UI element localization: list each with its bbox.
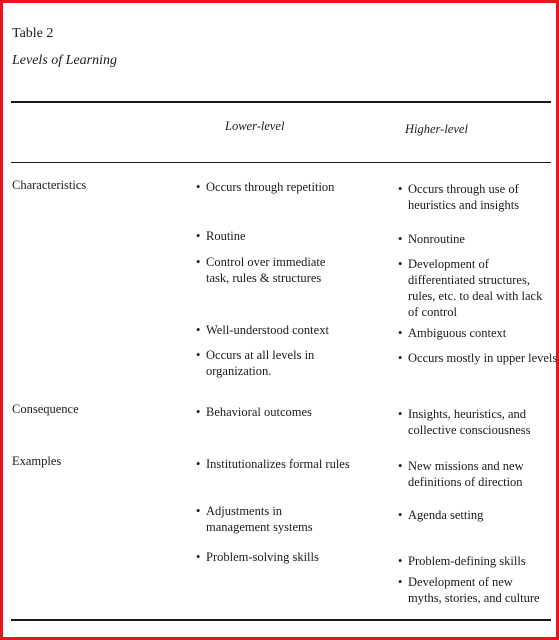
row-label-characteristics: Characteristics: [12, 178, 87, 192]
list-item: • Problem-solving skills: [196, 549, 346, 565]
row-label-examples: Examples: [12, 454, 62, 468]
bottom-rule: [11, 619, 551, 621]
list-item: • Occurs through repetition: [196, 179, 346, 195]
list-item: • Occurs mostly in upper levels: [398, 350, 558, 366]
list-item: • Institutionalizes formal rules: [196, 456, 356, 472]
table-caption: Levels of Learning: [12, 53, 117, 68]
row-label-consequence: Consequence: [12, 402, 79, 416]
list-item: • Insights, heuristics, and collective consciousness: [398, 406, 553, 438]
list-item: • Behavioral outcomes: [196, 404, 346, 420]
list-item: • Ambiguous context: [398, 325, 558, 341]
list-item: • Adjustments in management systems: [196, 503, 336, 535]
list-item: • Development of differentiated structures, rules, etc. to deal with lack of control: [398, 256, 553, 320]
list-item: • Occurs through use of heuristics and insights: [398, 181, 548, 213]
list-item: • Agenda setting: [398, 507, 558, 523]
list-item: • Development of new myths, stories, and culture: [398, 574, 548, 606]
column-header-higher-level: Higher-level: [405, 122, 468, 136]
header-rule: [11, 162, 551, 163]
top-rule: [11, 101, 551, 103]
list-item: • Routine: [196, 228, 346, 244]
list-item: • Nonroutine: [398, 231, 558, 247]
table-number: Table 2: [12, 26, 54, 41]
column-header-lower-level: Lower-level: [225, 119, 285, 133]
list-item: • New missions and new definitions of direction: [398, 458, 558, 490]
list-item: • Problem-defining skills: [398, 553, 558, 569]
list-item: • Control over immediate task, rules & structures: [196, 254, 346, 286]
list-item: • Well-understood context: [196, 322, 346, 338]
list-item: • Occurs at all levels in organization.: [196, 347, 321, 379]
